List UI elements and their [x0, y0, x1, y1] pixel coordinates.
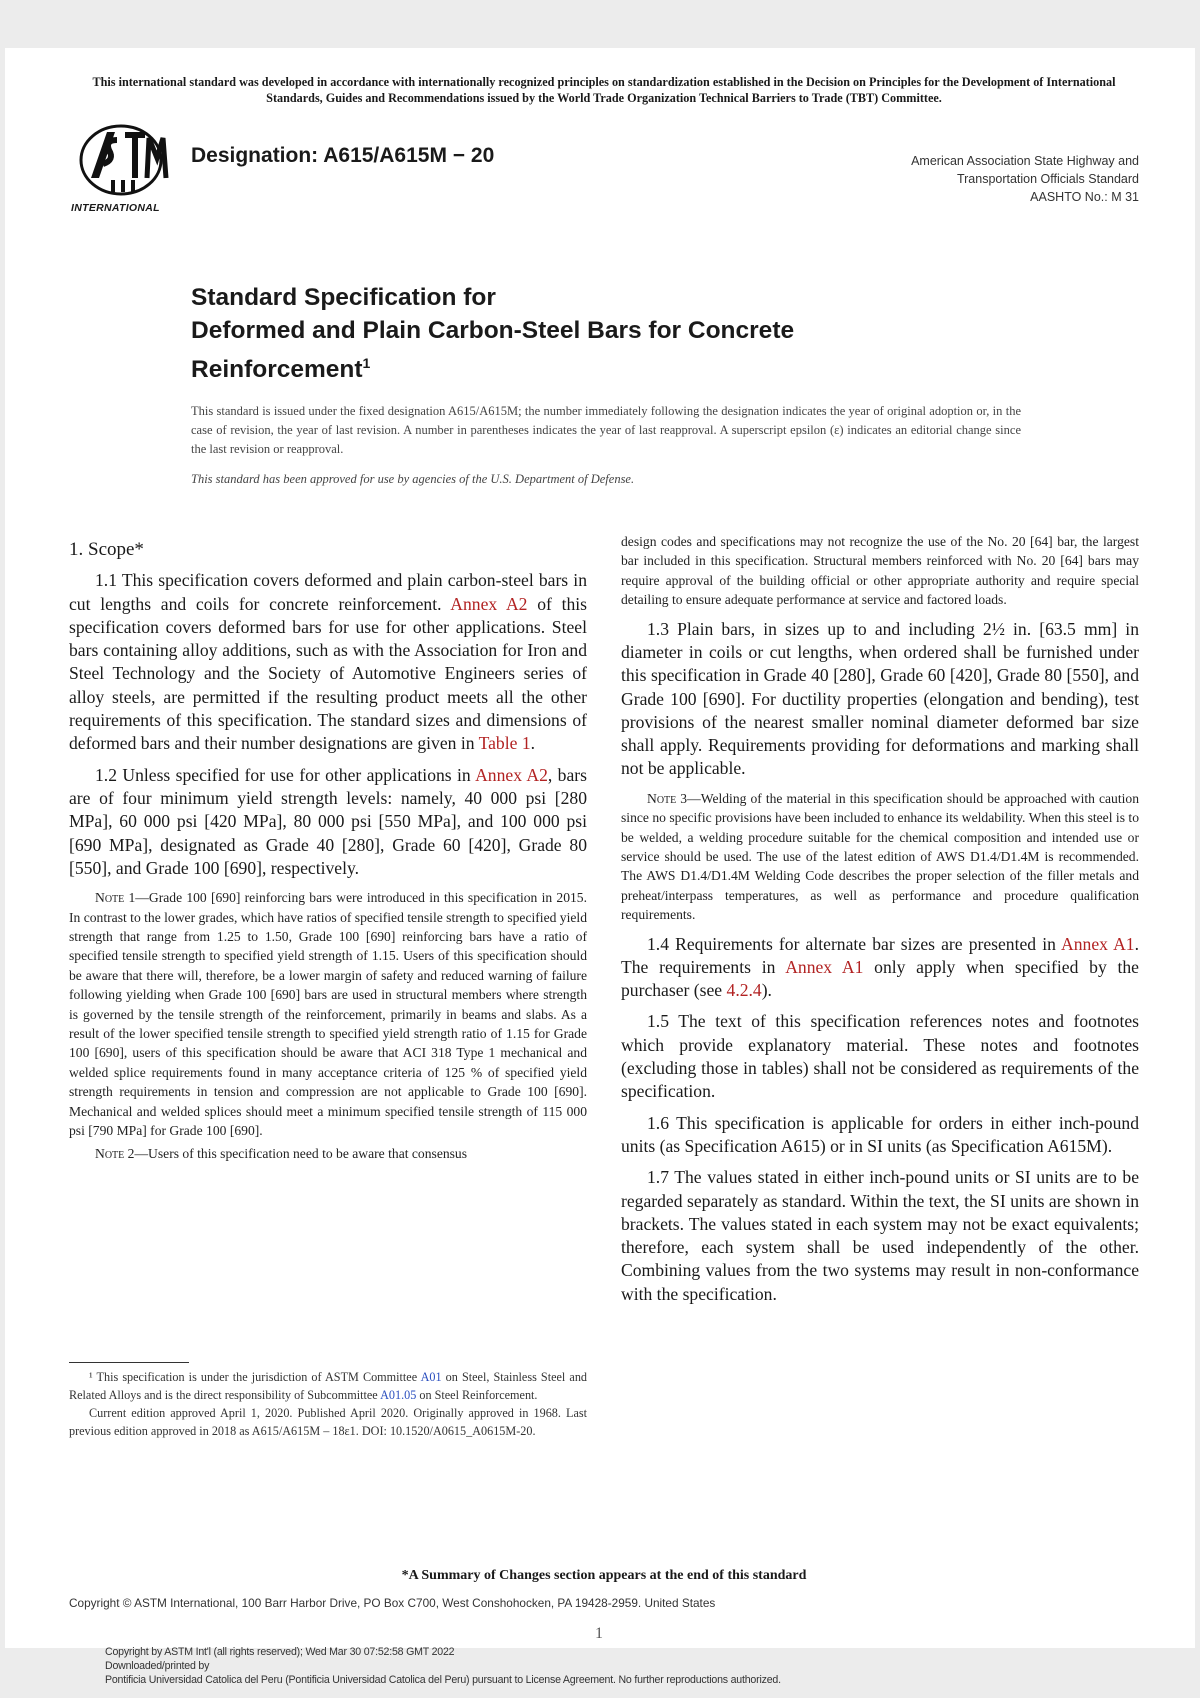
- aashto-reference: [805, 152, 1139, 206]
- license-line: Copyright by ASTM Int'l (all rights reserved); Wed Mar 30 07:52:58 GMT 2022: [105, 1646, 455, 1658]
- title-footnote-marker: 1: [362, 355, 371, 371]
- subcommittee-a01-05-link[interactable]: A01.05: [380, 1388, 417, 1402]
- paragraph-1-4: 1.4 Requirements for alternate bar sizes are presented in Annex A1. The requirements in Annex A1 only apply when specified by the purchaser (see 4.2.4).: [621, 933, 1139, 1001]
- title-line: Standard Specification for: [191, 284, 496, 311]
- dod-note: This standard has been approved for use by agencies of the U.S. Department of Defense.: [191, 472, 635, 486]
- aashto-line: AASHTO No.: M 31: [1030, 190, 1139, 204]
- aashto-line: Transportation Officials Standard: [956, 172, 1139, 186]
- footnote-1: ¹ This specification is under the jurisdiction of ASTM Committee A01 on Steel, Stainless Steel and Related Alloys and is the direct responsibility of Subcommittee A01.05 on Steel Reinforcement.: [69, 1370, 588, 1402]
- section-4-2-4-link[interactable]: 4.2.4: [726, 980, 762, 1001]
- note-label: Note 3: [647, 790, 688, 806]
- astm-logo: [69, 118, 179, 218]
- page-number: 1: [595, 1625, 603, 1642]
- left-column: [69, 538, 587, 1168]
- paragraph-1-2: 1.2 Unless specified for use for other applications in Annex A2, bars are of four minimum yield strength levels: namely, 40 000 psi [280 MPa], 60 000 psi [420 MPa], 80 000 psi [550 MPa], and 100 000 psi [690 MPa], designated as Grade 40 [280], Grade 60 [420], Grade 80 [550], and Grade 100 [690], respectively.: [69, 764, 587, 878]
- copyright-line: Copyright © ASTM International, 100 Barr Harbor Drive, PO Box C700, West Conshohocken, PA 19428-2959. United States: [69, 1596, 716, 1610]
- annex-a1-link[interactable]: Annex A1: [1061, 933, 1135, 954]
- license-line: Pontificia Universidad Catolica del Peru (Pontificia Universidad Catolica del Peru) pursuant to License Agreement. No further reproductions authorized.: [105, 1674, 781, 1686]
- committee-a01-link[interactable]: A01: [420, 1370, 442, 1384]
- logo-international-text: INTERNATIONAL: [71, 202, 160, 214]
- note-2-continued: design codes and specifications may not recognize the use of the No. 20 [64] bar, the largest bar included in this specification. Structural members reinforced with No. 20 [64] bars may require approval of the building official or other appropriate authority and require special detailing to ensure adequate performance at service and factored loads.: [621, 534, 1139, 608]
- paragraph-1-3: 1.3 Plain bars, in sizes up to and including 2½ in. [63.5 mm] in diameter in coils or cut lengths, when ordered shall be furnished under this specification in Grade 40 [280], Grade 60 [420], Grade 80 [550], and Grade 100 [690]. For ductility properties (elongation and bending), test provisions of the nearest smaller nominal diameter deformed bar size shall apply. Requirements providing for deformations and marking shall not be applicable.: [621, 618, 1139, 779]
- note-label: Note 1: [95, 890, 136, 906]
- title-line: Deformed and Plain Carbon-Steel Bars for Concrete: [191, 317, 795, 344]
- paragraph-1-7: 1.7 The values stated in either inch-pound units or SI units are to be regarded separately as standard. Within the text, the SI units are shown in brackets. The values stated in each system may not be exact equivalents; therefore, each system shall be used independently of the other. Combining values from the two systems may result in non-conformance with the specification.: [621, 1167, 1139, 1304]
- table-1-link[interactable]: Table 1: [478, 733, 531, 754]
- paragraph-1-1: 1.1 This specification covers deformed and plain carbon-steel bars in cut lengths and coils for concrete reinforcement. Annex A2 of this specification covers deformed bars for use for other applications. Steel bars containing alloy additions, such as with the Association for Iron and Steel Technology and the Society of Automotive Engineers series of alloy steels, are permitted if the resulting product meets all the other requirements of this specification. The standard sizes and dimensions of deformed bars and their number designations are given in Table 1.: [69, 570, 587, 754]
- issued-note: This standard is issued under the fixed designation A615/A615M; the number immediately following the designation indicates the year of original adoption or, in the case of revision, the year of last revision. A number in parentheses indicates the year of last reapproval. A superscript epsilon (ε) indicates an editorial change since the last revision or reapproval.: [191, 404, 1021, 456]
- footnote-divider: [69, 1362, 189, 1363]
- section-heading-scope: 1. Scope*: [69, 539, 144, 560]
- title-line: Reinforcement: [191, 356, 363, 384]
- paragraph-1-6: 1.6 This specification is applicable for orders in either inch-pound units (as Specification A615) or in SI units (as Specification A615M).: [621, 1112, 1139, 1156]
- note-1: Note 1—Grade 100 [690] reinforcing bars were introduced in this specification in 2015. In contrast to the lower grades, which have ratios of specified tensile strength to specified yield strength that range from 1.25 to 1.50, Grade 100 [690] reinforcing bars have a ratio of specified tensile strength to specified yield strength of 1.15. Users of this specification should be aware that there will, therefore, be a lower margin of safety and reduced warning of failure following yielding when Grade 100 [690] bars are used in structural members where strength is governed by the tensile strength of the reinforcement, primarily in beams and slabs. As a result of the lower specified tensile strength to specified yield strength ratio of 1.15 for Grade 100 [690], users of this specification should be aware that ACI 318 Type 1 mechanical and welded splice requirements found in many acceptance criteria of 125 % of specified yield strength requirements in tension and compression are not applicable to Grade 100 [690]. Mechanical and welded splices should meet a minimum specified tensile strength of 115 000 psi [790 MPa] for Grade 100 [690].: [69, 890, 587, 1139]
- annex-a1-link[interactable]: Annex A1: [785, 956, 864, 977]
- note-2: Note 2—Users of this specification need to be aware that consensus: [95, 1146, 468, 1162]
- right-column: [621, 532, 1139, 1314]
- note-label: Note 2: [95, 1146, 135, 1162]
- footnote-edition: Current edition approved April 1, 2020. Published April 2020. Originally approved in 1968. Last previous edition approved in 2018 as A615/A615M – 18ε1. DOI: 10.1520/A0615_A0615M-20.: [69, 1406, 587, 1438]
- license-stamp: [105, 1645, 781, 1687]
- aashto-line: American Association State Highway and: [911, 154, 1139, 168]
- annex-a2-link[interactable]: Annex A2: [475, 764, 548, 785]
- summary-of-changes-note: *A Summary of Changes section appears at the end of this standard: [401, 1568, 807, 1583]
- paragraph-1-5: 1.5 The text of this specification references notes and footnotes which provide explanatory material. These notes and footnotes (excluding those in tables) shall not be considered as requirements of the specification.: [621, 1011, 1139, 1102]
- annex-a2-link[interactable]: Annex A2: [450, 593, 528, 614]
- license-line: Downloaded/printed by: [105, 1660, 210, 1672]
- designation: Designation: A615/A615M − 20: [191, 144, 495, 167]
- note-3: Note 3—Welding of the material in this specification should be approached with caution since no specific provisions have been included to enhance its weldability. When this steel is to be welded, a welding procedure suitable for the chemical composition and intended use or service should be used. The use of the latest edition of AWS D1.4/D1.4M is recommended. The AWS D1.4/D1.4M Welding Code describes the proper selection of the filler metals and preheat/interpass temperatures, as well as performance and procedure qualification requirements.: [621, 790, 1140, 923]
- document-title: [191, 281, 794, 386]
- document-page: [5, 48, 1195, 1686]
- footnotes: [69, 1368, 587, 1440]
- wto-notice: This international standard was developed in accordance with internationally recognized principles on standardization established in the Decision on Principles for the Development of International Standards, Guides and Recommendations issued by the World Trade Organization Technical Barriers to Trade (TBT) Committee.: [92, 75, 1116, 105]
